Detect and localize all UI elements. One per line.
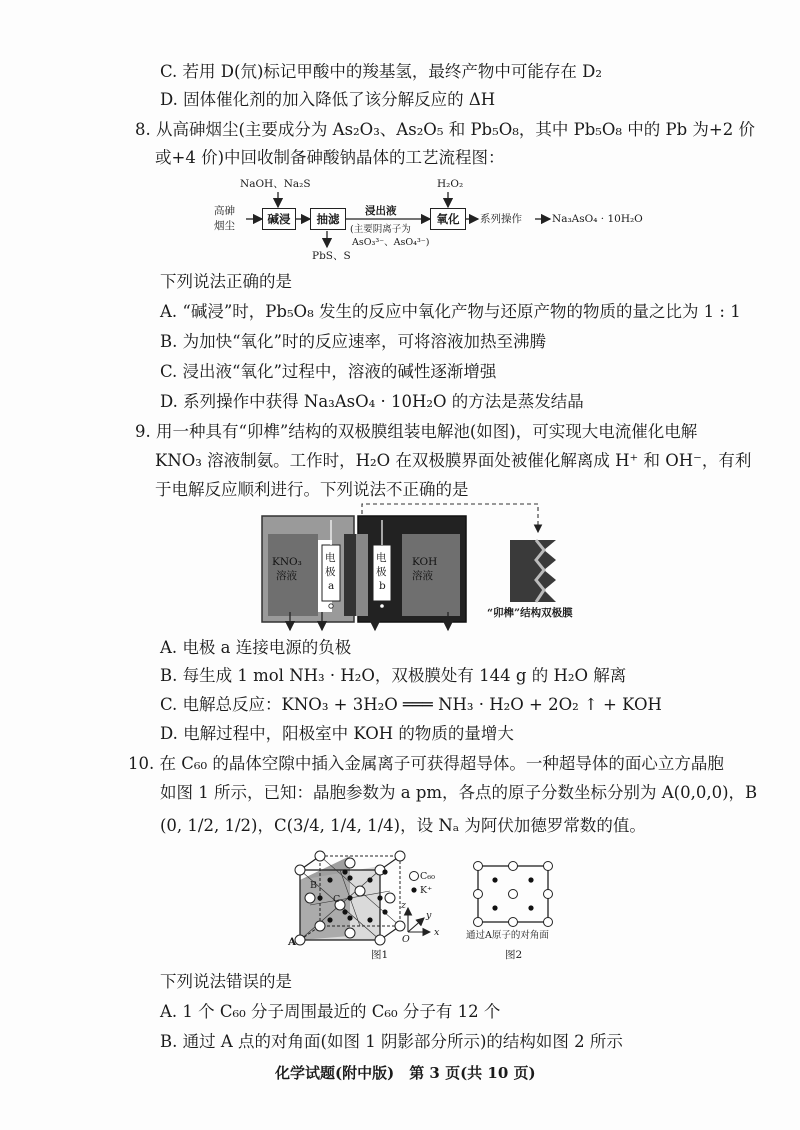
q10-option-a: A. 1 个 C₆₀ 分子周围最近的 C₆₀ 分子有 12 个 (160, 1002, 501, 1021)
q10-stem-line2: 如图 1 所示，已知：晶胞参数为 a pm，各点的原子分数坐标分别为 A(0,0,0)，B (160, 783, 758, 802)
point-c-label: C (333, 894, 341, 905)
membrane-caption: “卯榫”结构双极膜 (487, 607, 573, 619)
flow-step-oxidize: 氧化 (430, 208, 466, 230)
q9-option-a: A. 电极 a 连接电源的负极 (160, 638, 352, 657)
left-solution-line2: 溶液 (276, 570, 297, 582)
flow-step-alkali-leach: 碱浸 (262, 208, 296, 230)
q8-ask: 下列说法正确的是 (160, 272, 292, 291)
flow-step-suction-filter: 抽滤 (310, 208, 346, 230)
q8-option-b: B. 为加快“氧化”时的反应速率，可将溶液加热至沸腾 (160, 332, 546, 351)
q9-stem-line3: 于电解反应顺利进行。下列说法不正确的是 (155, 480, 469, 499)
electrode-a-line3: a (328, 580, 335, 592)
electrode-a-line2: 极 (325, 566, 336, 578)
electrode-a-line1: 电 (325, 552, 336, 564)
left-solution-line1: KNO₃ (272, 556, 302, 568)
q9-option-d: D. 电解过程中，阳极室中 KOH 的物质的量增大 (160, 724, 514, 743)
flow-leach-liquid: 浸出液 (365, 205, 397, 217)
q8-option-c: C. 浸出液“氧化”过程中，溶液的碱性逐渐增强 (160, 362, 497, 381)
axis-y-label: y (426, 910, 432, 921)
q7-option-d: D. 固体催化剂的加入降低了该分解反应的 ΔH (160, 90, 496, 109)
q8-option-d: D. 系列操作中获得 Na₃AsO₄ · 10H₂O 的方法是蒸发结晶 (160, 392, 584, 411)
electrode-b-line1: 电 (376, 552, 387, 564)
axis-x-label: x (434, 927, 440, 938)
q9-stem-line1: 9. 用一种具有“卯榫”结构的双极膜组装电解池(如图)，可实现大电流催化电解 (135, 422, 698, 441)
point-b-label: B (310, 880, 317, 891)
right-solution-line2: 溶液 (412, 570, 433, 582)
q8-stem-line1: 8. 从高砷烟尘(主要成分为 As₂O₃、As₂O₅ 和 Pb₅O₈，其中 Pb₅O₈ 中的 Pb 为+2 价 (135, 120, 755, 139)
page-footer: 化学试题(附中版) 第 3 页(共 10 页) (275, 1064, 536, 1082)
flow-residue: PbS、S (312, 250, 351, 262)
q8-stem-line2: 或+4 价)中回收制备砷酸钠晶体的工艺流程图： (155, 148, 505, 167)
q9-option-c: C. 电解总反应：KNO₃ + 3H₂O ═══ NH₃ · H₂O + 2O₂ ↑ + KOH (160, 695, 662, 714)
flow-product: Na₃AsO₄ · 10H₂O (552, 213, 643, 225)
q10-option-b: B. 通过 A 点的对角面(如图 1 阴影部分所示)的结构如图 2 所示 (160, 1032, 623, 1051)
axis-z-label: z (401, 900, 407, 911)
q7-option-c: C. 若用 D(氘)标记甲酸中的羧基氢，最终产物中可能存在 D₂ (160, 62, 602, 81)
electrode-b-line2: 极 (376, 566, 387, 578)
flow-raw-line1: 高砷 (214, 205, 235, 217)
figure2-caption: 图2 (505, 949, 523, 961)
q9-stem-line2: KNO₃ 溶液制氨。工作时，H₂O 在双极膜界面处被催化解离成 H⁺ 和 OH⁻，有利 (155, 451, 752, 470)
q10-stem-line3: (0, 1/2, 1/2)，C(3/4, 1/4, 1/4)，设 Nₐ 为阿伏加德罗常数的值。 (160, 816, 646, 835)
figure1-caption: 图1 (371, 949, 389, 961)
flow-leach-note2: AsO₃³⁻、AsO₄³⁻) (352, 237, 430, 248)
q10-stem-line1: 10. 在 C₆₀ 的晶体空隙中插入金属离子可获得超导体。一种超导体的面心立方晶胞 (128, 754, 724, 773)
flow-raw-line2: 烟尘 (214, 220, 235, 232)
legend-c60: C₆₀ (420, 871, 435, 882)
electrode-b-line3: b (379, 580, 386, 592)
q9-option-b: B. 每生成 1 mol NH₃ · H₂O，双极膜处有 144 g 的 H₂O 解离 (160, 666, 627, 685)
q10-ask: 下列说法错误的是 (160, 972, 292, 991)
q8-option-a: A. “碱浸”时，Pb₅O₈ 发生的反应中氧化产物与还原产物的物质的量之比为 1 : 1 (160, 302, 741, 321)
right-solution-line1: KOH (412, 556, 438, 568)
flow-step-series-ops: 系列操作 (480, 213, 522, 225)
point-a-label: A (288, 936, 297, 948)
flow-reagent-h2o2: H₂O₂ (437, 178, 464, 190)
legend-k: K⁺ (420, 885, 433, 896)
flow-leach-note1: (主要阴离子为 (350, 224, 411, 235)
axis-origin-label: O (402, 934, 410, 945)
flow-reagent-naoh: NaOH、Na₂S (240, 178, 311, 190)
figure2-plane-caption: 通过A原子的对角面 (466, 930, 549, 941)
